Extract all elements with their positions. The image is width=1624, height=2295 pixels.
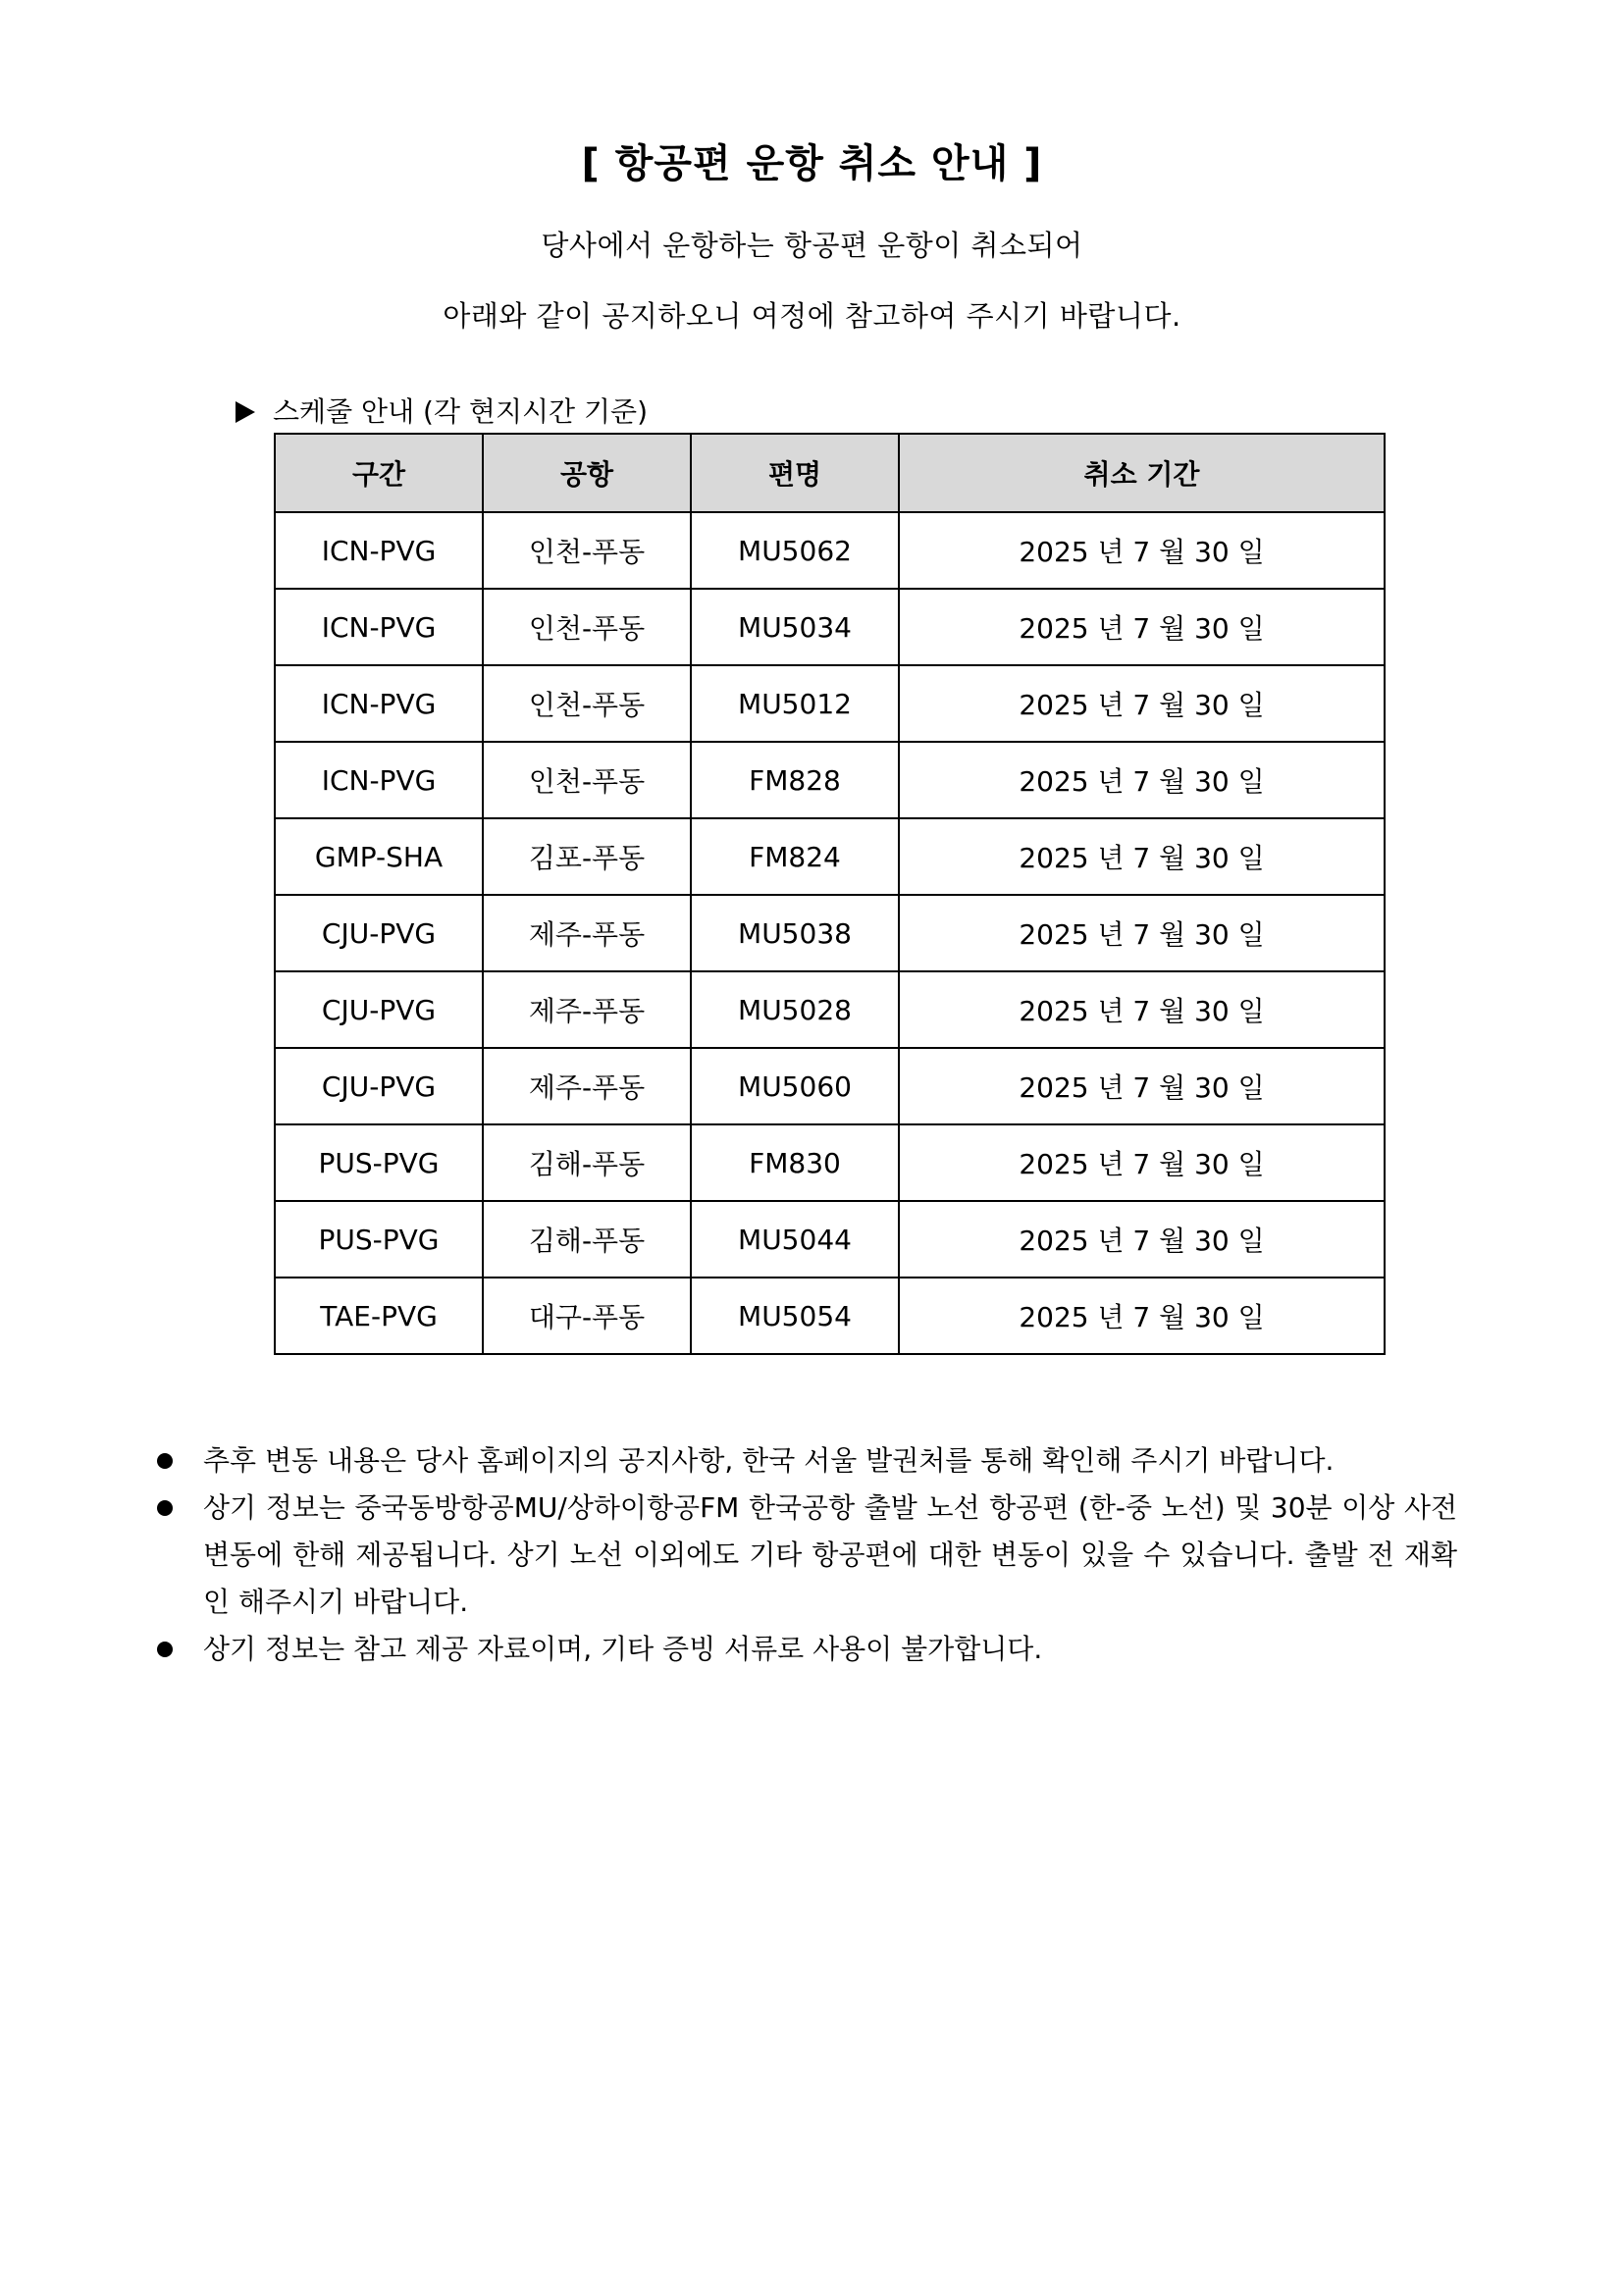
table-row <box>275 512 1385 589</box>
bullet-dot-icon <box>157 1500 173 1516</box>
flight-cell: MU5062 <box>691 512 899 589</box>
airport-cell: 김포-푸동 <box>483 818 691 895</box>
route-cell: ICN-PVG <box>275 742 483 818</box>
table-row <box>275 742 1385 818</box>
period-cell: 2025 년 7 월 30 일 <box>899 589 1385 665</box>
period-cell: 2025 년 7 월 30 일 <box>899 971 1385 1048</box>
period-cell: 2025 년 7 월 30 일 <box>899 818 1385 895</box>
flight-cell: FM830 <box>691 1124 899 1201</box>
flight-cell: MU5054 <box>691 1278 899 1354</box>
flight-cell: FM828 <box>691 742 899 818</box>
table-row <box>275 1201 1385 1278</box>
flight-cell: MU5038 <box>691 895 899 971</box>
triangle-arrow-icon <box>236 401 255 423</box>
airport-cell: 김해-푸동 <box>483 1124 691 1201</box>
airport-cell: 제주-푸동 <box>483 895 691 971</box>
airport-cell: 제주-푸동 <box>483 971 691 1048</box>
flight-cell: MU5012 <box>691 665 899 742</box>
period-cell: 2025 년 7 월 30 일 <box>899 512 1385 589</box>
period-cell: 2025 년 7 월 30 일 <box>899 1048 1385 1124</box>
airport-cell: 인천-푸동 <box>483 589 691 665</box>
schedule-heading <box>236 391 648 430</box>
flight-cell: MU5044 <box>691 1201 899 1278</box>
route-cell: ICN-PVG <box>275 512 483 589</box>
table-row <box>275 818 1385 895</box>
period-cell: 2025 년 7 월 30 일 <box>899 665 1385 742</box>
note-item <box>152 1437 1457 1485</box>
route-cell: PUS-PVG <box>275 1201 483 1278</box>
route-cell: GMP-SHA <box>275 818 483 895</box>
period-cell: 2025 년 7 월 30 일 <box>899 1201 1385 1278</box>
cancellation-schedule-table <box>274 433 1386 1355</box>
period-cell: 2025 년 7 월 30 일 <box>899 742 1385 818</box>
table-row <box>275 665 1385 742</box>
page-title: [ 항공편 운항 취소 안내 ] <box>581 141 1043 186</box>
route-cell: PUS-PVG <box>275 1124 483 1201</box>
flight-cell: MU5060 <box>691 1048 899 1124</box>
header-flight: 편명 <box>691 434 899 512</box>
airport-cell: 인천-푸동 <box>483 512 691 589</box>
flight-cell: MU5034 <box>691 589 899 665</box>
bullet-dot-icon <box>157 1453 173 1469</box>
airport-cell: 인천-푸동 <box>483 665 691 742</box>
table-row <box>275 1048 1385 1124</box>
route-cell: CJU-PVG <box>275 895 483 971</box>
note-text: 상기 정보는 중국동방항공MU/상하이항공FM 한국공항 출발 노선 항공편 (한-중 노선) 및 30분 이상 사전 변동에 한해 제공됩니다. 상기 노선 이외에도 기타 항공편에 대한 변동이 있을 수 있습니다. 출발 전 재확인 해주시기 바랍니다. <box>203 1491 1457 1618</box>
header-airport: 공항 <box>483 434 691 512</box>
table-row <box>275 971 1385 1048</box>
route-cell: CJU-PVG <box>275 971 483 1048</box>
period-cell: 2025 년 7 월 30 일 <box>899 1124 1385 1201</box>
notes-list <box>152 1437 1457 1673</box>
header-cancel-period: 취소 기간 <box>899 434 1385 512</box>
intro-line-2: 아래와 같이 공지하오니 여정에 참고하여 주시기 바랍니다. <box>443 299 1181 333</box>
flight-cell: MU5028 <box>691 971 899 1048</box>
table-row <box>275 589 1385 665</box>
period-cell: 2025 년 7 월 30 일 <box>899 895 1385 971</box>
intro-line-1: 당사에서 운항하는 항공편 운항이 취소되어 <box>541 229 1083 262</box>
note-text: 상기 정보는 참고 제공 자료이며, 기타 증빙 서류로 사용이 불가합니다. <box>203 1633 1043 1665</box>
table-row <box>275 1124 1385 1201</box>
schedule-heading-text: 스케줄 안내 (각 현지시간 기준) <box>273 395 649 428</box>
table-row <box>275 895 1385 971</box>
header-route: 구간 <box>275 434 483 512</box>
airport-cell: 김해-푸동 <box>483 1201 691 1278</box>
note-text: 추후 변동 내용은 당사 홈페이지의 공지사항, 한국 서울 발권처를 통해 확인해 주시기 바랍니다. <box>203 1444 1335 1477</box>
airport-cell: 인천-푸동 <box>483 742 691 818</box>
note-item <box>152 1626 1457 1673</box>
period-cell: 2025 년 7 월 30 일 <box>899 1278 1385 1354</box>
airport-cell: 대구-푸동 <box>483 1278 691 1354</box>
route-cell: CJU-PVG <box>275 1048 483 1124</box>
route-cell: TAE-PVG <box>275 1278 483 1354</box>
airport-cell: 제주-푸동 <box>483 1048 691 1124</box>
bullet-dot-icon <box>157 1642 173 1657</box>
flight-cell: FM824 <box>691 818 899 895</box>
table-row <box>275 1278 1385 1354</box>
note-item <box>152 1485 1457 1626</box>
table-header-row <box>275 434 1385 512</box>
route-cell: ICN-PVG <box>275 589 483 665</box>
route-cell: ICN-PVG <box>275 665 483 742</box>
